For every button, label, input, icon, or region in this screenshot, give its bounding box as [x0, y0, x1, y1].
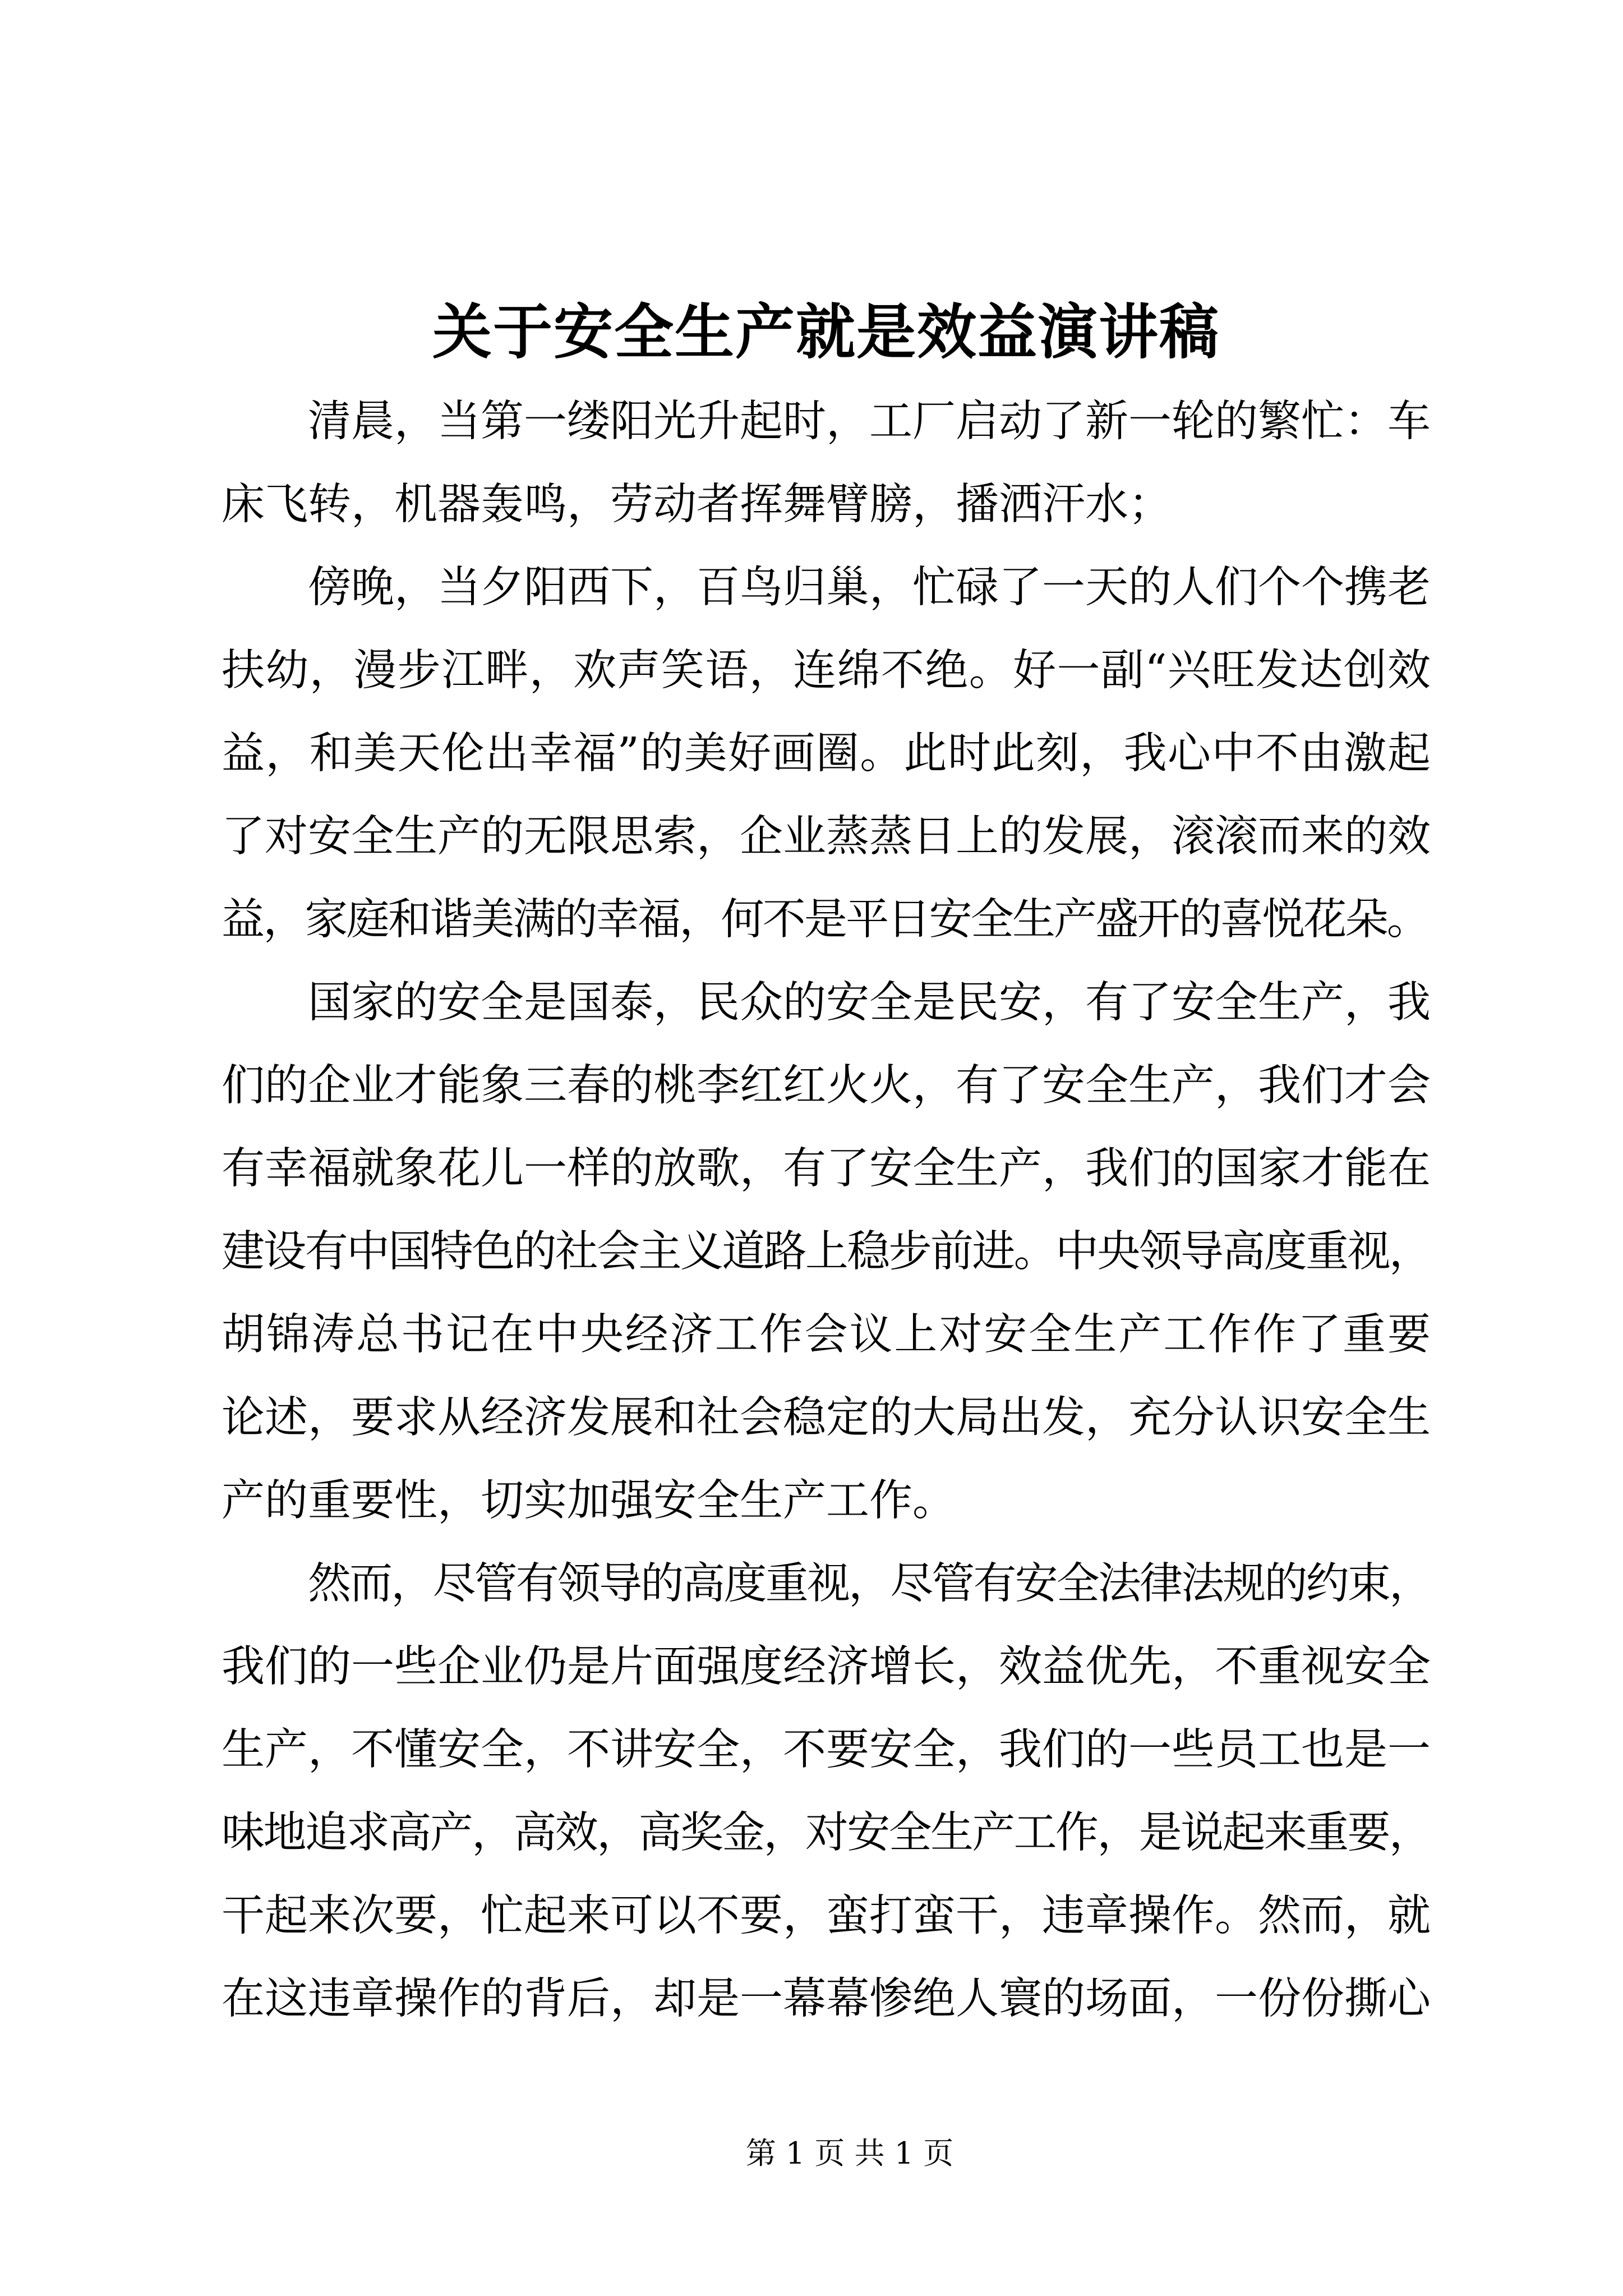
page-number: 第 1 页 共 1 页: [745, 2136, 954, 2171]
paragraph-line: 床飞转，机器轰鸣，劳动者挥舞臂膀，播洒汗水；: [222, 480, 1172, 530]
paragraph-line: 胡锦涛总书记在中央经济工作会议上对安全生产工作作了重要: [222, 1310, 1431, 1360]
paragraph-line: 产的重要性，切实加强安全生产工作。: [222, 1476, 956, 1526]
paragraph-line: 论述，要求从经济发展和社会稳定的大局出发，充分认识安全生: [222, 1393, 1431, 1443]
paragraph-line: 建设有中国特色的社会主义道路上稳步前进。中央领导高度重视，: [222, 1227, 1431, 1277]
paragraph-line: 傍晚，当夕阳西下，百鸟归巢，忙碌了一天的人们个个携老: [308, 563, 1431, 613]
document-body: [222, 380, 1431, 2041]
paragraph-line: 在这违章操作的背后，却是一幕幕惨绝人寰的场面，一份份撕心: [222, 1974, 1431, 2024]
paragraph: [222, 380, 1431, 546]
paragraph-line: 清晨，当第一缕阳光升起时，工厂启动了新一轮的繁忙：车: [308, 397, 1431, 447]
paragraph: [222, 546, 1431, 961]
paragraph: [222, 961, 1431, 1543]
paragraph-line: 益，和美天伦出幸福”的美好画圈。此时此刻，我心中不由激起: [222, 729, 1431, 779]
page-footer: [222, 2133, 1478, 2174]
paragraph-line: 国家的安全是国泰，民众的安全是民安，有了安全生产，我: [308, 978, 1431, 1028]
paragraph-line: 扶幼，漫步江畔，欢声笑语，连绵不绝。好一副“兴旺发达创效: [222, 646, 1431, 696]
paragraph-line: 们的企业才能象三春的桃李红红火火，有了安全生产，我们才会: [222, 1061, 1431, 1111]
document-title: 关于安全生产就是效益演讲稿: [432, 297, 1220, 367]
paragraph-line: 干起来次要，忙起来可以不要，蛮打蛮干，违章操作。然而，就: [222, 1891, 1431, 1941]
paragraph-line: 益，家庭和谐美满的幸福，何不是平日安全生产盛开的喜悦花朵。: [222, 895, 1428, 945]
paragraph-line: 生产，不懂安全，不讲安全，不要安全，我们的一些员工也是一: [222, 1725, 1431, 1775]
paragraph-line: 有幸福就象花儿一样的放歌，有了安全生产，我们的国家才能在: [222, 1144, 1431, 1194]
paragraph-line: 了对安全生产的无限思索，企业蒸蒸日上的发展，滚滚而来的效: [222, 812, 1431, 862]
paragraph-line: 我们的一些企业仍是片面强度经济增长，效益优先，不重视安全: [222, 1642, 1431, 1692]
paragraph-line: 味地追求高产，高效，高奖金，对安全生产工作，是说起来重要，: [222, 1808, 1431, 1858]
paragraph: [222, 1543, 1431, 2041]
paragraph-line: 然而，尽管有领导的高度重视，尽管有安全法律法规的约束，: [308, 1559, 1431, 1609]
